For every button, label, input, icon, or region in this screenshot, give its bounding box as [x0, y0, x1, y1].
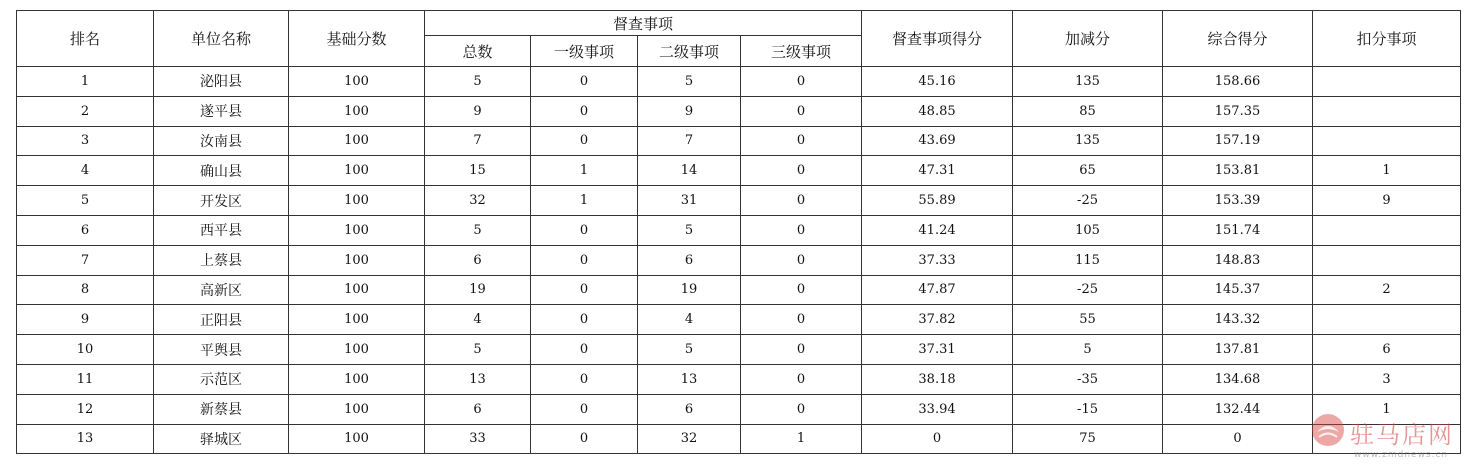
- cell-base: 100: [289, 215, 425, 245]
- table-row: [17, 364, 1461, 394]
- table-row: [17, 245, 1461, 275]
- ranking-table: [16, 10, 1461, 454]
- cell-rank: 13: [17, 424, 154, 454]
- cell-level2: 13: [638, 364, 741, 394]
- cell-total: 19: [425, 275, 531, 305]
- cell-supervision-score: 37.82: [862, 305, 1013, 335]
- cell-level1: 0: [531, 424, 638, 454]
- cell-supervision-score: 0: [862, 424, 1013, 454]
- cell-composite: 145.37: [1163, 275, 1313, 305]
- cell-composite: 137.81: [1163, 335, 1313, 365]
- cell-supervision-score: 48.85: [862, 96, 1013, 126]
- cell-total: 5: [425, 335, 531, 365]
- cell-level3: 0: [741, 275, 862, 305]
- cell-base: 100: [289, 186, 425, 216]
- cell-deduction: [1313, 305, 1461, 335]
- cell-base: 100: [289, 156, 425, 186]
- cell-composite: 153.39: [1163, 186, 1313, 216]
- cell-deduction: [1313, 245, 1461, 275]
- cell-deduction: 2: [1313, 275, 1461, 305]
- cell-total: 6: [425, 394, 531, 424]
- cell-level1: 0: [531, 394, 638, 424]
- watermark-text: 驻马店网: [1350, 421, 1454, 449]
- table-row: [17, 186, 1461, 216]
- cell-rank: 3: [17, 126, 154, 156]
- ranking-table-container: [16, 10, 1460, 454]
- cell-total: 13: [425, 364, 531, 394]
- table-row: [17, 126, 1461, 156]
- cell-level2: 19: [638, 275, 741, 305]
- cell-supervision-score: 38.18: [862, 364, 1013, 394]
- cell-adjust: 105: [1013, 215, 1163, 245]
- cell-level2: 6: [638, 394, 741, 424]
- cell-deduction: [1313, 67, 1461, 97]
- cell-supervision-score: 37.33: [862, 245, 1013, 275]
- header-level3: 三级事项: [741, 36, 862, 67]
- cell-rank: 8: [17, 275, 154, 305]
- cell-level3: 0: [741, 394, 862, 424]
- cell-level1: 0: [531, 126, 638, 156]
- cell-base: 100: [289, 245, 425, 275]
- cell-adjust: 55: [1013, 305, 1163, 335]
- cell-rank: 5: [17, 186, 154, 216]
- cell-total: 5: [425, 215, 531, 245]
- cell-composite: 143.32: [1163, 305, 1313, 335]
- cell-level2: 9: [638, 96, 741, 126]
- cell-supervision-score: 47.31: [862, 156, 1013, 186]
- header-deduction-items: 扣分事项: [1313, 11, 1461, 67]
- cell-total: 5: [425, 67, 531, 97]
- cell-total: 32: [425, 186, 531, 216]
- table-row: [17, 305, 1461, 335]
- table-row: [17, 215, 1461, 245]
- cell-composite: 134.68: [1163, 364, 1313, 394]
- cell-deduction: 6: [1313, 335, 1461, 365]
- cell-level1: 1: [531, 156, 638, 186]
- cell-composite: 0: [1163, 424, 1313, 454]
- cell-adjust: -25: [1013, 186, 1163, 216]
- header-level2: 二级事项: [638, 36, 741, 67]
- cell-base: 100: [289, 96, 425, 126]
- cell-total: 6: [425, 245, 531, 275]
- cell-level3: 0: [741, 305, 862, 335]
- cell-deduction: [1313, 96, 1461, 126]
- cell-composite: 151.74: [1163, 215, 1313, 245]
- cell-level3: 0: [741, 335, 862, 365]
- cell-rank: 7: [17, 245, 154, 275]
- cell-unit: 泌阳县: [154, 67, 289, 97]
- cell-supervision-score: 41.24: [862, 215, 1013, 245]
- cell-level2: 5: [638, 67, 741, 97]
- cell-rank: 10: [17, 335, 154, 365]
- cell-rank: 11: [17, 364, 154, 394]
- cell-adjust: 65: [1013, 156, 1163, 186]
- header-rank: 排名: [17, 11, 154, 67]
- header-unit-name: 单位名称: [154, 11, 289, 67]
- cell-unit: 示范区: [154, 364, 289, 394]
- cell-base: 100: [289, 275, 425, 305]
- cell-level2: 6: [638, 245, 741, 275]
- cell-level3: 0: [741, 67, 862, 97]
- header-supervision-score: 督查事项得分: [862, 11, 1013, 67]
- cell-supervision-score: 37.31: [862, 335, 1013, 365]
- cell-composite: 157.19: [1163, 126, 1313, 156]
- cell-unit: 高新区: [154, 275, 289, 305]
- cell-composite: 153.81: [1163, 156, 1313, 186]
- cell-level1: 0: [531, 275, 638, 305]
- cell-total: 9: [425, 96, 531, 126]
- cell-level2: 14: [638, 156, 741, 186]
- cell-level1: 0: [531, 335, 638, 365]
- cell-level3: 0: [741, 245, 862, 275]
- cell-level3: 0: [741, 186, 862, 216]
- cell-base: 100: [289, 126, 425, 156]
- table-row: [17, 156, 1461, 186]
- cell-level3: 0: [741, 96, 862, 126]
- table-row: [17, 394, 1461, 424]
- cell-base: 100: [289, 424, 425, 454]
- cell-unit: 驿城区: [154, 424, 289, 454]
- cell-rank: 4: [17, 156, 154, 186]
- cell-adjust: 75: [1013, 424, 1163, 454]
- cell-level3: 1: [741, 424, 862, 454]
- header-total: 总数: [425, 36, 531, 67]
- cell-level2: 4: [638, 305, 741, 335]
- cell-composite: 148.83: [1163, 245, 1313, 275]
- cell-adjust: -25: [1013, 275, 1163, 305]
- cell-unit: 上蔡县: [154, 245, 289, 275]
- cell-adjust: 135: [1013, 126, 1163, 156]
- cell-adjust: 135: [1013, 67, 1163, 97]
- table-row: [17, 67, 1461, 97]
- cell-level3: 0: [741, 126, 862, 156]
- cell-level1: 0: [531, 67, 638, 97]
- cell-total: 33: [425, 424, 531, 454]
- cell-level2: 7: [638, 126, 741, 156]
- table-row: [17, 335, 1461, 365]
- cell-unit: 确山县: [154, 156, 289, 186]
- cell-level2: 31: [638, 186, 741, 216]
- cell-adjust: 85: [1013, 96, 1163, 126]
- cell-unit: 汝南县: [154, 126, 289, 156]
- cell-base: 100: [289, 364, 425, 394]
- cell-level1: 0: [531, 305, 638, 335]
- cell-deduction: [1313, 126, 1461, 156]
- cell-rank: 1: [17, 67, 154, 97]
- cell-base: 100: [289, 305, 425, 335]
- table-row: [17, 96, 1461, 126]
- header-adjust-score: 加减分: [1013, 11, 1163, 67]
- cell-rank: 6: [17, 215, 154, 245]
- cell-deduction: [1313, 215, 1461, 245]
- cell-unit: 正阳县: [154, 305, 289, 335]
- cell-adjust: 115: [1013, 245, 1163, 275]
- cell-base: 100: [289, 335, 425, 365]
- cell-composite: 157.35: [1163, 96, 1313, 126]
- cell-adjust: -35: [1013, 364, 1163, 394]
- cell-supervision-score: 43.69: [862, 126, 1013, 156]
- cell-composite: 132.44: [1163, 394, 1313, 424]
- cell-rank: 12: [17, 394, 154, 424]
- cell-composite: 158.66: [1163, 67, 1313, 97]
- cell-total: 4: [425, 305, 531, 335]
- table-body: [17, 67, 1461, 454]
- cell-level2: 32: [638, 424, 741, 454]
- cell-unit: 新蔡县: [154, 394, 289, 424]
- cell-supervision-score: 55.89: [862, 186, 1013, 216]
- header-supervision-group: 督查事项: [425, 11, 862, 36]
- cell-adjust: -15: [1013, 394, 1163, 424]
- cell-supervision-score: 47.87: [862, 275, 1013, 305]
- watermark-url: www.zmdnews.cn: [1354, 450, 1449, 460]
- cell-unit: 遂平县: [154, 96, 289, 126]
- cell-adjust: 5: [1013, 335, 1163, 365]
- cell-total: 7: [425, 126, 531, 156]
- cell-deduction: 3: [1313, 364, 1461, 394]
- cell-base: 100: [289, 394, 425, 424]
- cell-unit: 开发区: [154, 186, 289, 216]
- cell-deduction: 1: [1313, 156, 1461, 186]
- table-row: [17, 275, 1461, 305]
- cell-base: 100: [289, 67, 425, 97]
- cell-supervision-score: 45.16: [862, 67, 1013, 97]
- cell-level1: 0: [531, 215, 638, 245]
- header-base-score: 基础分数: [289, 11, 425, 67]
- table-row: [17, 424, 1461, 454]
- cell-level3: 0: [741, 156, 862, 186]
- cell-deduction: [1313, 424, 1461, 454]
- header-row-top: [17, 11, 1461, 36]
- cell-unit: 平舆县: [154, 335, 289, 365]
- cell-deduction: 9: [1313, 186, 1461, 216]
- cell-level2: 5: [638, 335, 741, 365]
- cell-unit: 西平县: [154, 215, 289, 245]
- cell-level1: 0: [531, 96, 638, 126]
- cell-level2: 5: [638, 215, 741, 245]
- cell-level3: 0: [741, 215, 862, 245]
- cell-deduction: 1: [1313, 394, 1461, 424]
- cell-level1: 1: [531, 186, 638, 216]
- cell-level3: 0: [741, 364, 862, 394]
- cell-supervision-score: 33.94: [862, 394, 1013, 424]
- header-composite-score: 综合得分: [1163, 11, 1313, 67]
- header-level1: 一级事项: [531, 36, 638, 67]
- cell-level1: 0: [531, 364, 638, 394]
- cell-rank: 9: [17, 305, 154, 335]
- cell-total: 15: [425, 156, 531, 186]
- cell-level1: 0: [531, 245, 638, 275]
- cell-rank: 2: [17, 96, 154, 126]
